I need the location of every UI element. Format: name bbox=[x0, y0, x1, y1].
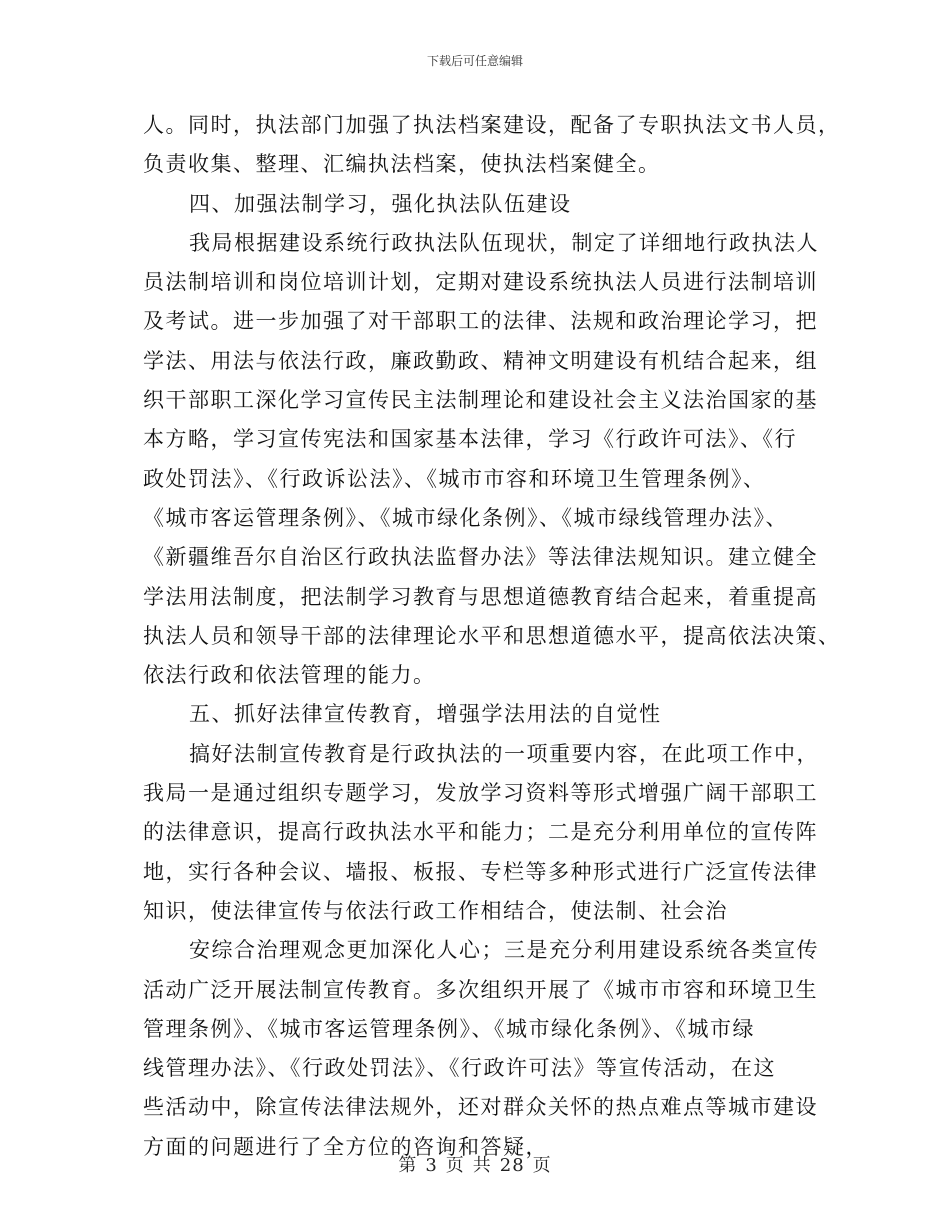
total-pages-number: 28 bbox=[499, 1155, 525, 1176]
body-line: 知识，使法律宣传与依法行政工作相结合，使法制、社会治 bbox=[143, 898, 728, 923]
body-line: 安综合治理观念更加深化人心；三是充分利用建设系统各类宣传 bbox=[189, 938, 819, 963]
page-number-footer bbox=[0, 1151, 950, 1177]
body-line: 政处罚法》、《行政诉讼法》、《城市市容和环境卫生管理条例》、 bbox=[143, 466, 766, 491]
document-body bbox=[143, 106, 841, 1167]
body-line: 地，实行各种会议、墙报、板报、专栏等多种形式进行广泛宣传法律 bbox=[143, 859, 818, 884]
page-header-note: 下载后可任意编辑 bbox=[426, 54, 523, 68]
body-line: 负责收集、整理、汇编执法档案，使执法档案健全。 bbox=[143, 152, 661, 177]
footer-suffix: 页 bbox=[532, 1155, 552, 1176]
body-line: 方面的问题进行了全方位的咨询和答疑， bbox=[143, 1134, 548, 1159]
body-line: 执法人员和领导干部的法律理论水平和思想道德水平，提高依法决策、 bbox=[143, 623, 841, 648]
body-line: 员法制培训和岗位培训计划，定期对建设系统执法人员进行法制培训 bbox=[143, 270, 818, 295]
body-line: 我局根据建设系统行政执法队伍现状，制定了详细地行政执法人 bbox=[189, 230, 819, 255]
body-line: 人。同时，执法部门加强了执法档案建设，配备了专职执法文书人员， bbox=[143, 113, 841, 137]
current-page-number: 3 bbox=[425, 1155, 438, 1176]
body-line: 本方略，学习宣传宪法和国家基本法律，学习《行政许可法》、《行 bbox=[143, 427, 797, 452]
body-line: 及考试。进一步加强了对干部职工的法律、法规和政治理论学习，把 bbox=[143, 309, 818, 334]
body-line: 《新疆维吾尔自治区行政执法监督办法》等法律法规知识。建立健全 bbox=[143, 545, 818, 570]
body-line: 学法、用法与依法行政，廉政勤政、精神文明建设有机结合起来，组 bbox=[143, 348, 818, 373]
footer-total-word: 共 bbox=[472, 1155, 492, 1176]
body-line: 搞好法制宣传教育是行政执法的一项重要内容，在此项工作中， bbox=[189, 741, 819, 766]
body-line: 的法律意识，提高行政执法水平和能力；二是充分利用单位的宣传阵 bbox=[143, 820, 818, 845]
body-line: 线管理办法》、《行政处罚法》、《行政许可法》等宣传活动，在这 bbox=[143, 1056, 776, 1081]
section-heading-5: 五、抓好法律宣传教育，增强学法用法的自觉性 bbox=[189, 702, 662, 727]
body-line: 《城市客运管理条例》、《城市绿化条例》、《城市绿线管理办法》、 bbox=[143, 505, 788, 530]
body-line: 依法行政和依法管理的能力。 bbox=[143, 663, 436, 688]
footer-page-word: 页 bbox=[445, 1155, 465, 1176]
body-line: 活动广泛开展法制宣传教育。多次组织开展了《城市市容和环境卫生 bbox=[143, 977, 818, 1002]
body-line: 管理条例》、《城市客运管理条例》、《城市绿化条例》、《城市绿 bbox=[143, 1016, 755, 1041]
footer-prefix: 第 bbox=[398, 1155, 418, 1176]
body-line: 学法用法制度，把法制学习教育与思想道德教育结合起来，着重提高 bbox=[143, 584, 818, 609]
body-line: 织干部职工深化学习宣传民主法制理论和建设社会主义法治国家的基 bbox=[143, 388, 818, 413]
section-heading-4: 四、加强法制学习，强化执法队伍建设 bbox=[189, 191, 572, 216]
body-line: 些活动中，除宣传法律法规外，还对群众关怀的热点难点等城市建设 bbox=[143, 1095, 818, 1120]
body-line: 我局一是通过组织专题学习，发放学习资料等形式增强广阔干部职工 bbox=[143, 781, 818, 806]
